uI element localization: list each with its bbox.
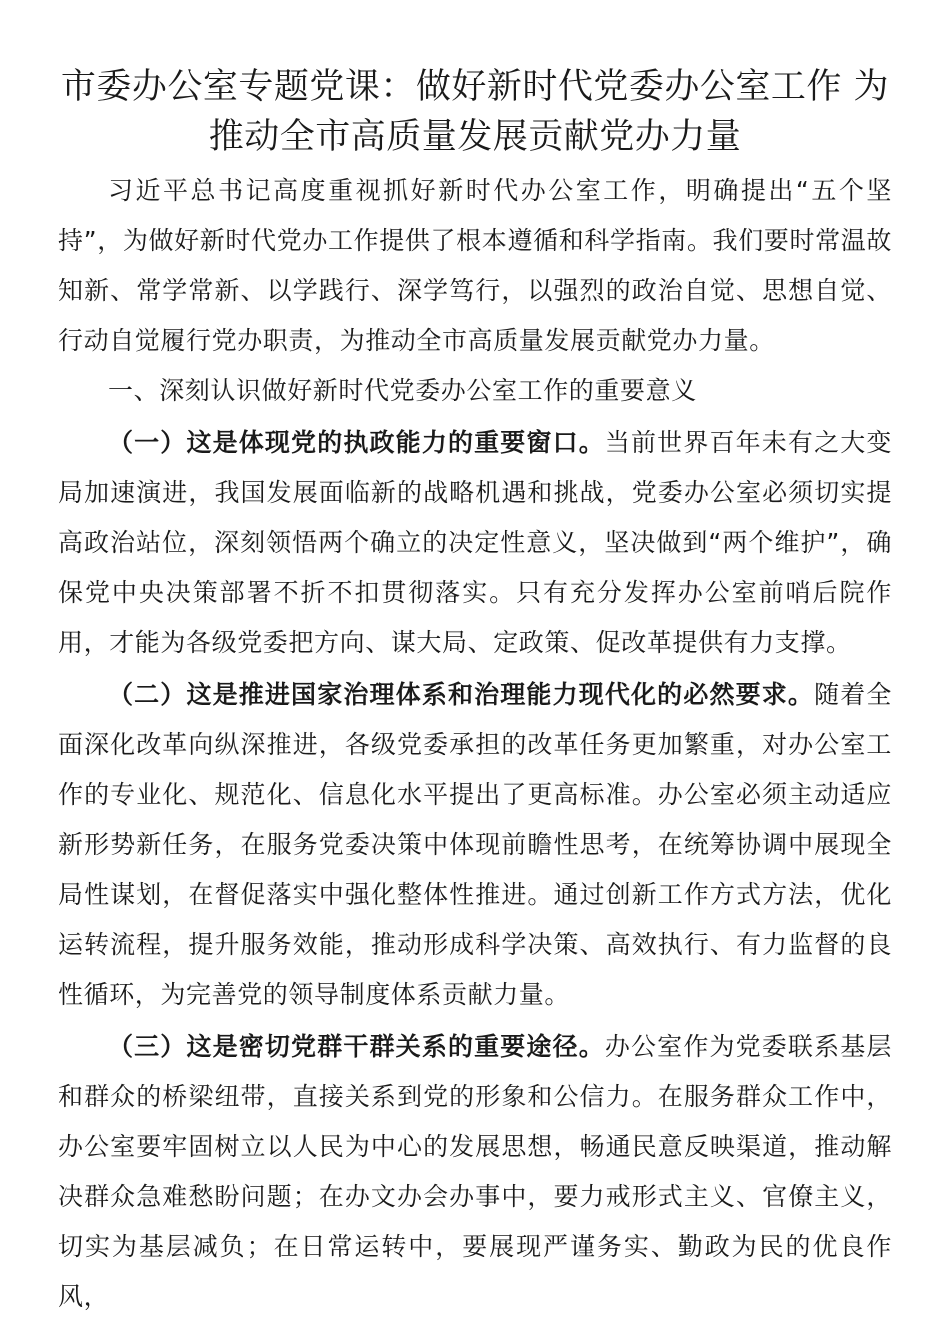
document-body: [58, 166, 892, 1322]
point-body-3: 办公室作为党委联系基层和群众的桥梁纽带，直接关系到党的形象和公信力。在服务群众工作中，办公室要牢固树立以人民为中心的发展思想，畅通民意反映渠道，推动解决群众急难愁盼问题；在办文办会办事中，要力戒形式主义、官僚主义，切实为基层减负；在日常运转中，要展现严谨务实、勤政为民的优良作风，: [58, 1032, 892, 1311]
section-heading-1: 一、深刻认识做好新时代党委办公室工作的重要意义: [108, 376, 697, 405]
point-paragraph-1: [58, 418, 892, 668]
document-title: 市委办公室专题党课：做好新时代党委办公室工作 为推动全市高质量发展贡献党办力量: [60, 67, 890, 157]
point-paragraph-2: [58, 670, 892, 1020]
point-lead-2: （二）这是推进国家治理体系和治理能力现代化的必然要求。: [108, 680, 815, 709]
point-body-1: 当前世界百年未有之大变局加速演进，我国发展面临新的战略机遇和挑战，党委办公室必须切实提高政治站位，深刻领悟两个确立的决定性意义，坚决做到“两个维护”，确保党中央决策部署不折不扣贯彻落实。只有充分发挥办公室前哨后院作用，才能为各级党委把方向、谋大局、定政策、促改革提供有力支撑。: [58, 428, 892, 657]
point-lead-1: （一）这是体现党的执政能力的重要窗口。: [108, 428, 605, 457]
point-body-2: 随着全面深化改革向纵深推进，各级党委承担的改革任务更加繁重，对办公室工作的专业化、规范化、信息化水平提出了更高标准。办公室必须主动适应新形势新任务，在服务党委决策中体现前瞻性思考，在统筹协调中展现全局性谋划，在督促落实中强化整体性推进。通过创新工作方式方法，优化运转流程，提升服务效能，推动形成科学决策、高效执行、有力监督的良性循环，为完善党的领导制度体系贡献力量。: [58, 680, 892, 1009]
point-lead-3: （三）这是密切党群干群关系的重要途径。: [108, 1032, 605, 1061]
intro-paragraph: 习近平总书记高度重视抓好新时代办公室工作，明确提出“五个坚持”，为做好新时代党办工作提供了根本遵循和科学指南。我们要时常温故知新、常学常新、以学践行、深学笃行，以强烈的政治自觉、思想自觉、行动自觉履行党办职责，为推动全市高质量发展贡献党办力量。: [58, 176, 892, 355]
point-paragraph-3: [58, 1022, 892, 1322]
